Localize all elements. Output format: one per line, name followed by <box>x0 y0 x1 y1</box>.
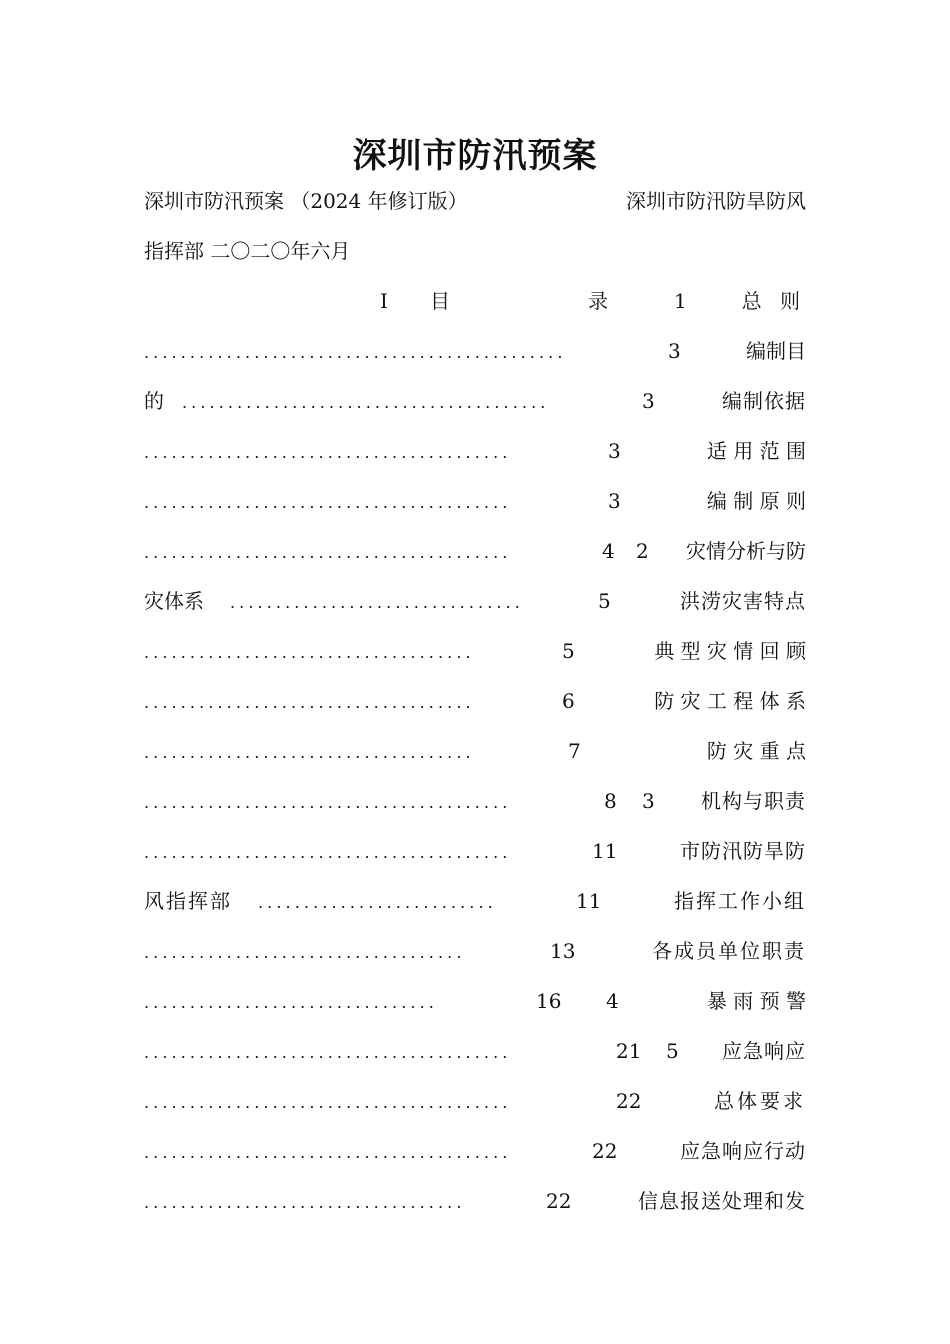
toc-dots: ........................................ <box>182 393 550 412</box>
toc-dots: .................................... <box>144 743 475 762</box>
toc-entry-text: 各成员单位职责 <box>652 939 806 963</box>
toc-dots: .................................... <box>144 693 475 712</box>
toc-line <box>144 936 806 966</box>
toc-line <box>144 486 806 516</box>
toc-entry-prefix: 风指挥部 <box>144 889 232 913</box>
toc-page-number: 3 <box>608 439 621 463</box>
subtitle-left: 深圳市防汛预案 （2024 年修订版） <box>144 189 468 213</box>
toc-dots: ................................ <box>230 593 524 612</box>
subtitle-line-1 <box>144 186 806 216</box>
toc-entry-text: 编制目 <box>746 339 806 363</box>
toc-entry-text: 暴 雨 预 警 <box>706 989 806 1013</box>
document-title: 深圳市防汛预案 <box>352 136 598 176</box>
toc-page-number: 8 <box>604 789 617 813</box>
toc-dots: ........................................ <box>144 843 512 862</box>
toc-line <box>144 1086 806 1116</box>
toc-line <box>144 836 806 866</box>
toc-page-number: 7 <box>568 739 581 763</box>
toc-page-number: 13 <box>550 939 576 963</box>
toc-heading-mu: 目 <box>430 289 450 313</box>
toc-dots: .................................... <box>144 643 475 662</box>
toc-page-number: 3 <box>608 489 621 513</box>
toc-entry-text: 编制依据 <box>722 389 806 413</box>
subtitle-right: 深圳市防汛防旱防风 <box>626 189 806 213</box>
toc-line <box>144 636 806 666</box>
toc-line <box>144 436 806 466</box>
toc-page-number: 3 <box>642 389 655 413</box>
toc-page-number: 5 <box>562 639 575 663</box>
toc-chapter-number: 4 <box>606 989 619 1013</box>
toc-entry-text: 总体要求 <box>714 1089 806 1113</box>
toc-heading-lu: 录 <box>588 289 608 313</box>
toc-entry-text: 防 灾 工 程 体 系 <box>654 689 806 713</box>
toc-page-number: 21 <box>616 1039 642 1063</box>
toc-chapter-number: 3 <box>642 789 655 813</box>
toc-line <box>144 1036 806 1066</box>
toc-page-number: 4 <box>602 539 615 563</box>
toc-entry-prefix: 的 <box>144 389 164 413</box>
toc-chapter-number: 5 <box>666 1039 679 1063</box>
toc-line <box>144 986 806 1016</box>
toc-page-number: 22 <box>616 1089 642 1113</box>
toc-heading <box>144 286 806 316</box>
toc-entry-text: 应急响应行动 <box>680 1139 806 1163</box>
toc-line <box>144 886 806 916</box>
toc-heading-roman: I <box>380 289 388 313</box>
toc-entry-text: 编 制 原 则 <box>706 489 806 513</box>
toc-line <box>144 1136 806 1166</box>
toc-page-number: 6 <box>562 689 575 713</box>
toc-line <box>144 1186 806 1216</box>
toc-page-number: 11 <box>576 889 602 913</box>
toc-dots: .......................... <box>258 893 497 912</box>
toc-entry-prefix: 灾体系 <box>144 589 204 613</box>
toc-dots: ........................................ <box>144 1093 512 1112</box>
toc-entry-text: 机构与职责 <box>701 789 806 813</box>
toc-entry-text: 应急响应 <box>722 1039 806 1063</box>
toc-dots: .............................................. <box>144 343 567 362</box>
toc-dots: ................................... <box>144 1193 466 1212</box>
toc-dots: ........................................ <box>144 543 512 562</box>
toc-dots: ........................................ <box>144 1143 512 1162</box>
toc-line <box>144 536 806 566</box>
toc-entry-text: 指挥工作小组 <box>674 889 806 913</box>
toc-entry-text: 典 型 灾 情 回 顾 <box>654 639 806 663</box>
subtitle-line-2-text: 指挥部 二〇二〇年六月 <box>144 239 351 263</box>
toc-dots: ........................................ <box>144 793 512 812</box>
toc-heading-chapter-num: 1 <box>674 289 687 313</box>
toc-heading-chapter-title: 总 则 <box>741 289 806 313</box>
toc-entry-text: 适 用 范 围 <box>706 439 806 463</box>
toc-page-number: 3 <box>668 339 681 363</box>
toc-page-number: 16 <box>536 989 562 1013</box>
toc-page-number: 22 <box>546 1189 572 1213</box>
toc-line <box>144 586 806 616</box>
toc-line <box>144 386 806 416</box>
toc-dots: ................................... <box>144 943 466 962</box>
toc-line <box>144 686 806 716</box>
toc-dots: ........................................ <box>144 1043 512 1062</box>
toc-entry-text: 市防汛防旱防 <box>680 839 806 863</box>
toc-dots: ................................ <box>144 993 438 1012</box>
toc-page-number: 22 <box>592 1139 618 1163</box>
toc-dots: ........................................ <box>144 493 512 512</box>
toc-entry-text: 洪涝灾害特点 <box>680 589 806 613</box>
toc-entry-text: 信息报送处理和发 <box>638 1189 806 1213</box>
toc-dots: ........................................ <box>144 443 512 462</box>
toc-line <box>144 786 806 816</box>
toc-page-number: 11 <box>592 839 618 863</box>
toc-entry-text: 防 灾 重 点 <box>706 739 806 763</box>
toc-page-number: 5 <box>598 589 611 613</box>
toc-chapter-number: 2 <box>636 539 649 563</box>
toc-line <box>144 336 806 366</box>
toc-entry-text: 灾情分析与防 <box>686 539 806 563</box>
subtitle-line-2 <box>144 236 806 266</box>
toc-line <box>144 736 806 766</box>
